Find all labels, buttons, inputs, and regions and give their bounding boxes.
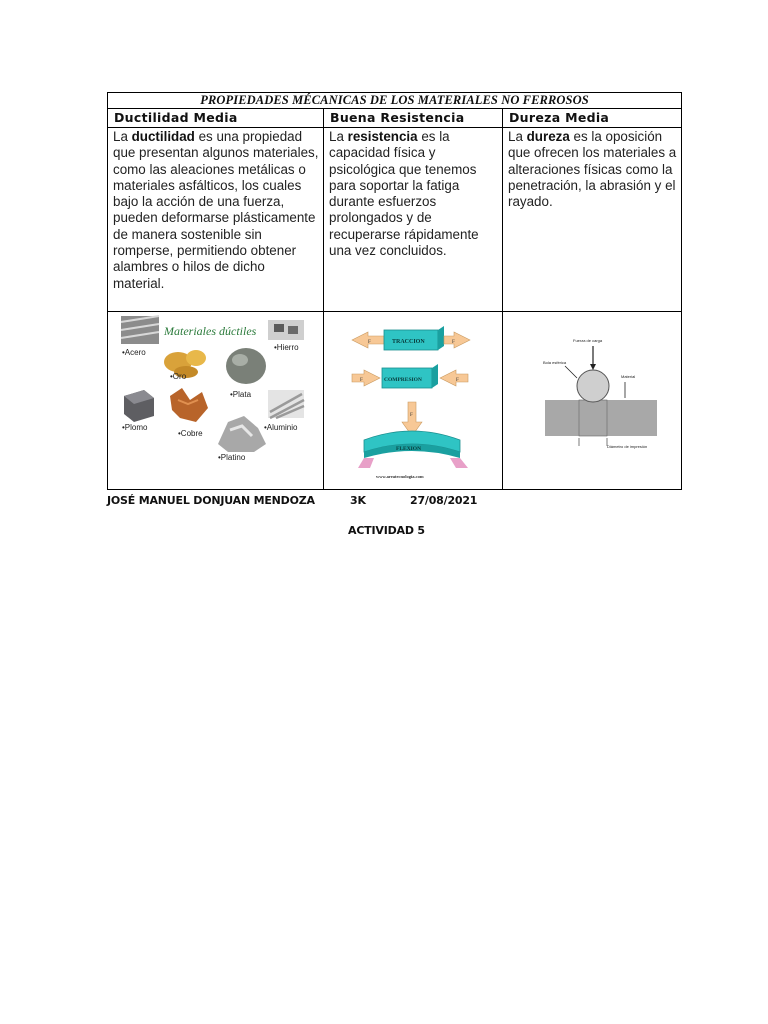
label-fuerza-carga: Fuerza de carga (573, 338, 603, 343)
flexion-label: FLEXION (396, 446, 422, 452)
desc-dureza: La dureza es la oposición que ofrecen los materiales a alteraciones físicas como la penetración, la abrasión y el rayado. (503, 128, 682, 312)
copper-image (170, 388, 208, 422)
hardness-illustration (503, 312, 682, 489)
label-hierro: •Hierro (274, 343, 299, 352)
header-dureza: Dureza Media (503, 109, 682, 128)
label-cobre: •Cobre (178, 429, 203, 438)
table-title: PROPIEDADES MÉCANICAS DE LOS MATERIALES NO FERROSOS (108, 93, 682, 109)
traction-left-f: F (368, 340, 371, 345)
aluminum-image (268, 390, 304, 418)
steel-image (121, 316, 159, 344)
label-acero: •Acero (122, 348, 146, 357)
hardness-material-block (545, 400, 657, 436)
silver-image (226, 348, 266, 384)
ductile-title: Materiales dúctiles (164, 324, 257, 338)
label-diametro-impresion: Diámetro de impresión (607, 444, 648, 449)
label-plomo: •Plomo (122, 423, 148, 432)
term-resistencia: resistencia (347, 129, 418, 144)
traction-diagram (352, 326, 470, 350)
lead-image (124, 390, 154, 422)
traction-arrow-right (444, 332, 470, 348)
footer-date: 27/08/2021 (410, 494, 478, 507)
properties-table (107, 92, 682, 490)
resistance-figure (324, 312, 503, 490)
header-ductilidad: Ductilidad Media (108, 109, 324, 128)
compression-diagram (352, 364, 468, 388)
compression-arrow-right (440, 370, 468, 386)
ductile-materials-figure (108, 312, 324, 490)
platinum-image (218, 416, 266, 452)
hardness-test-diagram (543, 338, 657, 449)
label-platino: •Platino (218, 453, 246, 462)
resistance-illustration (324, 312, 503, 489)
compression-right-f: F (456, 378, 459, 383)
activity-label: ACTIVIDAD 5 (348, 524, 425, 537)
iron-image (268, 320, 304, 340)
ductile-materials-illustration (108, 312, 324, 489)
flexion-diagram (358, 402, 468, 468)
label-plata: •Plata (230, 390, 252, 399)
traction-right-f: F (452, 340, 455, 345)
label-oro: •Oro (170, 372, 187, 381)
compression-arrow-left (352, 370, 380, 386)
compression-label: COMPRESION (384, 377, 422, 383)
term-ductilidad: ductilidad (131, 129, 195, 144)
hardness-sphere (577, 370, 609, 402)
footer-author: JOSÉ MANUEL DONJUAN MENDOZA (107, 494, 315, 507)
footer-group: 3K (350, 494, 366, 507)
desc-resistencia: La resistencia es la capacidad física y psicológica que tenemos para soportar la fatiga durante esfuerzos prolongados y de recuperarse rápidamente una vez concluidos. (324, 128, 503, 312)
label-material: Material (621, 374, 636, 379)
compression-left-f: F (360, 378, 363, 383)
flexion-f: F (410, 413, 413, 418)
traction-label: TRACCION (392, 339, 425, 345)
label-bola-esferica: Bola esférica (543, 360, 567, 365)
resistance-credit: www.areatecnologia.com (376, 474, 424, 479)
hardness-figure (503, 312, 682, 490)
term-dureza: dureza (526, 129, 570, 144)
desc-ductilidad: La ductilidad es una propiedad que presentan algunos materiales, como las aleaciones metálicas o materiales asfálticos, los cuales bajo la acción de una fuerza, pueden deformarse plásticamente de manera sostenible sin romperse, permitiendo obtener alambres o hilos de dicho material. (108, 128, 324, 312)
label-aluminio: •Aluminio (264, 423, 298, 432)
header-resistencia: Buena Resistencia (324, 109, 503, 128)
